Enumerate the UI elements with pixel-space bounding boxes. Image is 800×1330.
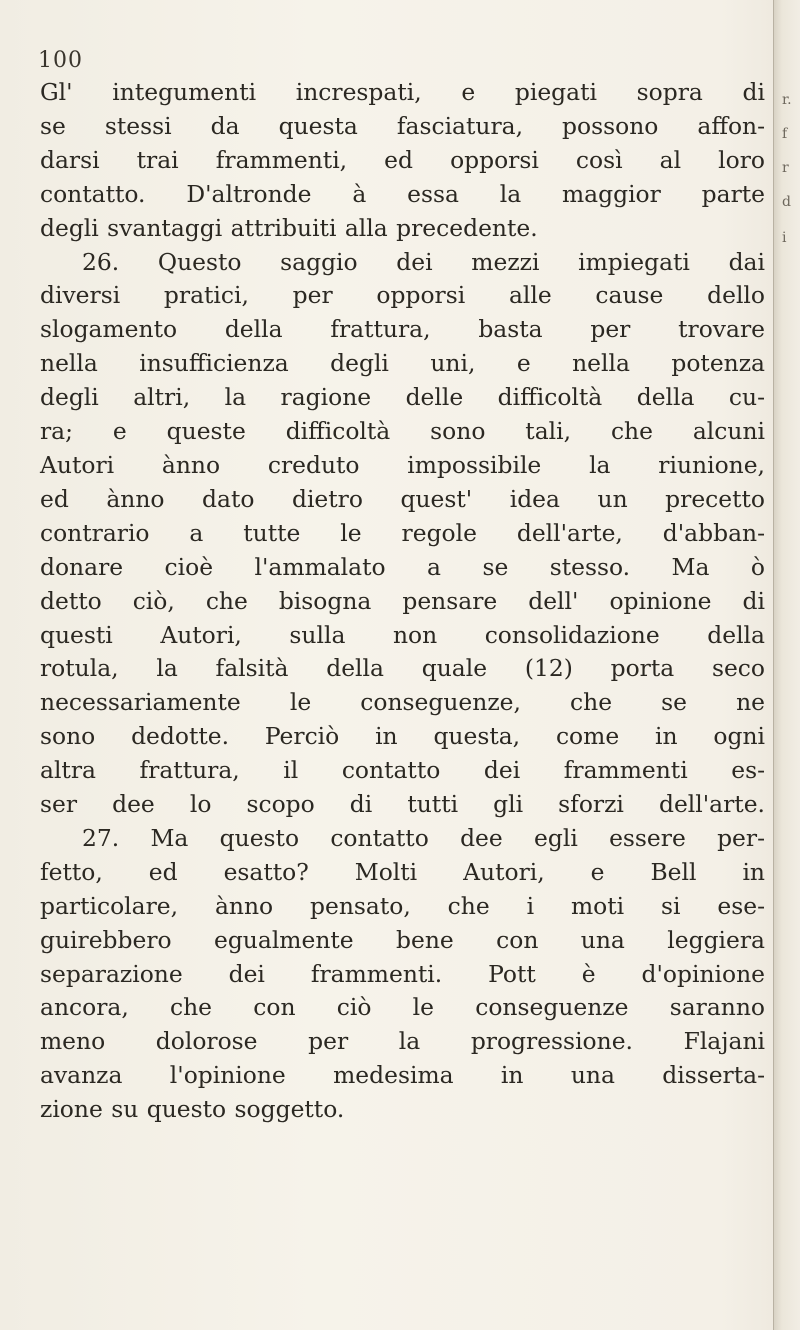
text-line: nella insufficienza degli uni, e nella potenza [40,349,765,378]
text-line: guirebbero egualmente bene con una leggiera [40,925,765,954]
text-line: Gl' integumenti increspati, e piegati sopra di [40,78,765,106]
margin-glyph: r [782,160,789,176]
text-line: separazione dei frammenti. Pott è d'opinione [40,959,765,988]
text-line: contrario a tutte le regole dell'arte, d'abban- [40,518,765,547]
text-line: se stessi da questa fasciatura, possono affon- [40,111,765,140]
text-line: ra; e queste difficoltà sono tali, che alcuni [40,417,765,446]
text-line: rotula, la falsità della quale (12) porta seco [40,654,765,683]
text-line: darsi trai frammenti, ed opporsi così al loro [40,145,765,174]
paragraph-start-line: 26. Questo saggio dei mezzi impiegati dai [82,247,765,276]
text-line: ancora, che con ciò le conseguenze saranno [40,993,765,1022]
text-line: meno dolorose per la progressione. Flajani [40,1027,765,1056]
text-line: ed ànno dato dietro quest' idea un precetto [40,484,765,513]
text-line: degli svantaggi attribuiti alla precedente. [40,213,538,242]
margin-glyph: r. [782,92,792,108]
text-line: sono dedotte. Perciò in questa, come in ogni [40,722,765,751]
text-line: degli altri, la ragione delle difficoltà della cu- [40,383,765,412]
text-line: contatto. D'altronde à essa la maggior parte [40,179,765,208]
page-number: 100 [38,48,83,73]
text-line: diversi pratici, per opporsi alle cause dello [40,281,765,310]
text-line: altra frattura, il contatto dei frammenti es- [40,756,765,785]
text-line: donare cioè l'ammalato a se stesso. Ma ò [40,552,765,581]
body-text [40,76,765,1127]
text-line: particolare, ànno pensato, che i moti si ese- [40,891,765,920]
margin-glyph: d [782,194,791,210]
text-line: zione su questo soggetto. [40,1095,345,1124]
text-line: slogamento della frattura, basta per trovare [40,315,765,344]
text-line: necessariamente le conseguenze, che se ne [40,688,765,717]
text-line: Autori ànno creduto impossibile la riunione, [40,450,765,479]
text-line: ser dee lo scopo di tutti gli sforzi dell'arte. [40,790,765,819]
text-line: fetto, ed esatto? Molti Autori, e Bell in [40,857,765,886]
paragraph-start-line: 27. Ma questo contatto dee egli essere per- [82,823,765,852]
text-line: avanza l'opinione medesima in una disserta- [40,1061,765,1090]
margin-glyph: f [782,126,788,142]
margin-glyph: i [782,230,787,246]
text-line: detto ciò, che bisogna pensare dell' opinione di [40,586,765,615]
text-line: questi Autori, sulla non consolidazione della [40,620,765,649]
facing-page-edge [773,0,800,1330]
